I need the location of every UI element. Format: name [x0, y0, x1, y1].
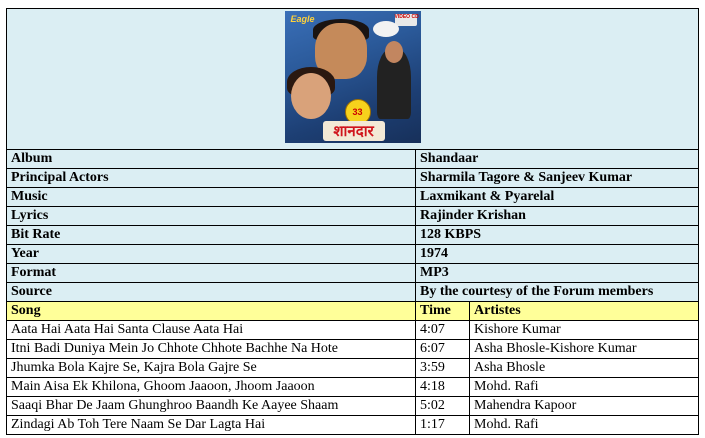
- actress-face: [291, 73, 331, 119]
- info-label: Source: [7, 283, 416, 302]
- album-cover-image: [285, 11, 421, 143]
- song-row: [7, 340, 699, 359]
- song-title: Saaqi Bhar De Jaam Ghunghroo Baandh Ke Aayee Shaam: [7, 397, 416, 416]
- cover-row: [7, 9, 699, 150]
- brand-logo: Eagle: [290, 14, 315, 24]
- info-label: Album: [7, 150, 416, 169]
- info-label: Music: [7, 188, 416, 207]
- song-title: Main Aisa Ek Khilona, Ghoom Jaaoon, Jhoom Jaaoon: [7, 378, 416, 397]
- price-badge: 33: [345, 99, 371, 125]
- info-label: Lyrics: [7, 207, 416, 226]
- song-title: Aata Hai Aata Hai Santa Clause Aata Hai: [7, 321, 416, 340]
- songs-header-row: [7, 302, 699, 321]
- dove-figure: [373, 21, 399, 37]
- song-row: [7, 378, 699, 397]
- info-value: MP3: [416, 264, 699, 283]
- cover-title-art: शानदार: [323, 121, 385, 141]
- info-label: Bit Rate: [7, 226, 416, 245]
- info-value: Shandaar: [416, 150, 699, 169]
- song-time: 3:59: [416, 359, 470, 378]
- info-row-album: [7, 150, 699, 169]
- video-cd-badge: VIDEO CD: [395, 14, 417, 26]
- info-row-actors: [7, 169, 699, 188]
- song-time: 5:02: [416, 397, 470, 416]
- album-table: [6, 8, 699, 435]
- info-label: Year: [7, 245, 416, 264]
- song-artistes: Asha Bhosle-Kishore Kumar: [470, 340, 699, 359]
- song-title: Jhumka Bola Kajre Se, Kajra Bola Gajre Se: [7, 359, 416, 378]
- info-value: 1974: [416, 245, 699, 264]
- song-row: [7, 321, 699, 340]
- song-artistes: Mahendra Kapoor: [470, 397, 699, 416]
- column-header-time: Time: [416, 302, 470, 321]
- song-artistes: Mohd. Rafi: [470, 416, 699, 435]
- song-row: [7, 359, 699, 378]
- song-artistes: Mohd. Rafi: [470, 378, 699, 397]
- song-row: [7, 397, 699, 416]
- info-row-year: [7, 245, 699, 264]
- song-artistes: Asha Bhosle: [470, 359, 699, 378]
- song-artistes: Kishore Kumar: [470, 321, 699, 340]
- info-value: 128 KBPS: [416, 226, 699, 245]
- song-title: Zindagi Ab Toh Tere Naam Se Dar Lagta Hai: [7, 416, 416, 435]
- actor-face-right: [385, 41, 403, 63]
- song-time: 1:17: [416, 416, 470, 435]
- info-row-bitrate: [7, 226, 699, 245]
- info-value: Sharmila Tagore & Sanjeev Kumar: [416, 169, 699, 188]
- info-label: Principal Actors: [7, 169, 416, 188]
- info-row-format: [7, 264, 699, 283]
- song-row: [7, 416, 699, 435]
- info-row-lyrics: [7, 207, 699, 226]
- info-value: By the courtesy of the Forum members: [416, 283, 699, 302]
- album-info-sheet: [6, 8, 698, 435]
- info-value: Rajinder Krishan: [416, 207, 699, 226]
- column-header-song: Song: [7, 302, 416, 321]
- song-time: 4:07: [416, 321, 470, 340]
- info-row-music: [7, 188, 699, 207]
- info-row-source: [7, 283, 699, 302]
- column-header-artistes: Artistes: [470, 302, 699, 321]
- info-value: Laxmikant & Pyarelal: [416, 188, 699, 207]
- song-time: 6:07: [416, 340, 470, 359]
- song-time: 4:18: [416, 378, 470, 397]
- song-title: Itni Badi Duniya Mein Jo Chhote Chhote Bachhe Na Hote: [7, 340, 416, 359]
- info-label: Format: [7, 264, 416, 283]
- cover-cell: [7, 9, 699, 150]
